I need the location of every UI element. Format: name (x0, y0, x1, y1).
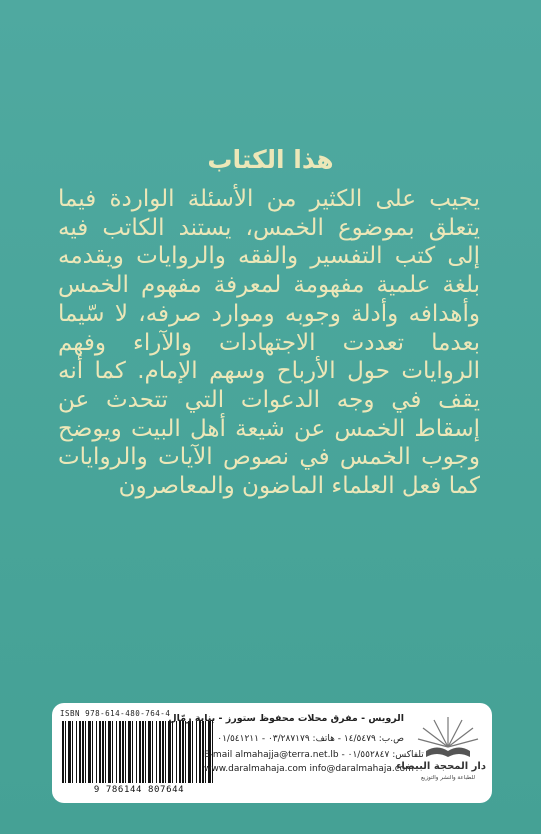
logo-subtitle: للطباعة والنشر والتوزيع (420, 775, 475, 781)
publisher-logo (396, 711, 486, 797)
isbn-label: ISBN 978-614-480-764-4 (60, 709, 171, 718)
logo-name: دار المحجة البيضاء (396, 761, 486, 772)
cover-blurb: يجيب على الكثير من الأسئلة الواردة فيما يتعلق بموضوع الخمس، يستند الكاتب فيه إلى كتب التفسير والفقه والروايات ويقدمه بلغة علمية مفهومة لمعرفة مفهوم الخمس وأهدافه وأدلة وجوبه وموارد صرفه، لا سّيما بعدما تعددت الاجتهادات والآراء وفهم الروايات حول الأرباح وسهم الإمام. كما أنه يقف في وجه الدعوات التي تتحدث عن إسقاط الخمس عن شيعة أهل البيت ويوضح وجوب الخمس في نصوص الآيات والروايات كما فعل العلماء الماضون والمعاصرون (58, 186, 480, 500)
publisher-address (168, 713, 424, 774)
barcode-digits: 9 786144 807644 (93, 785, 185, 795)
web-line: www.daralmahaja.com info@daralmahaja.com (204, 764, 414, 774)
cover-title: هذا الكتاب (207, 145, 334, 174)
sunburst-book-icon (410, 711, 486, 763)
email-line: E-mail almahajja@terra.net.lb - تلفاكس: ٠١/٥٥٢٨٤٧ (204, 750, 424, 760)
phone-line: ص.ب: ١٤/٥٤٧٩ - هاتف: ٠٣/٢٨٧١٧٩ - ٠١/٥٤١٢١١ (217, 734, 404, 744)
barcode-image (62, 721, 214, 783)
address-line: الرويس - مفرق محلات محفوظ ستورز - بناية رمّال (168, 713, 404, 724)
publisher-info-box (52, 703, 492, 803)
